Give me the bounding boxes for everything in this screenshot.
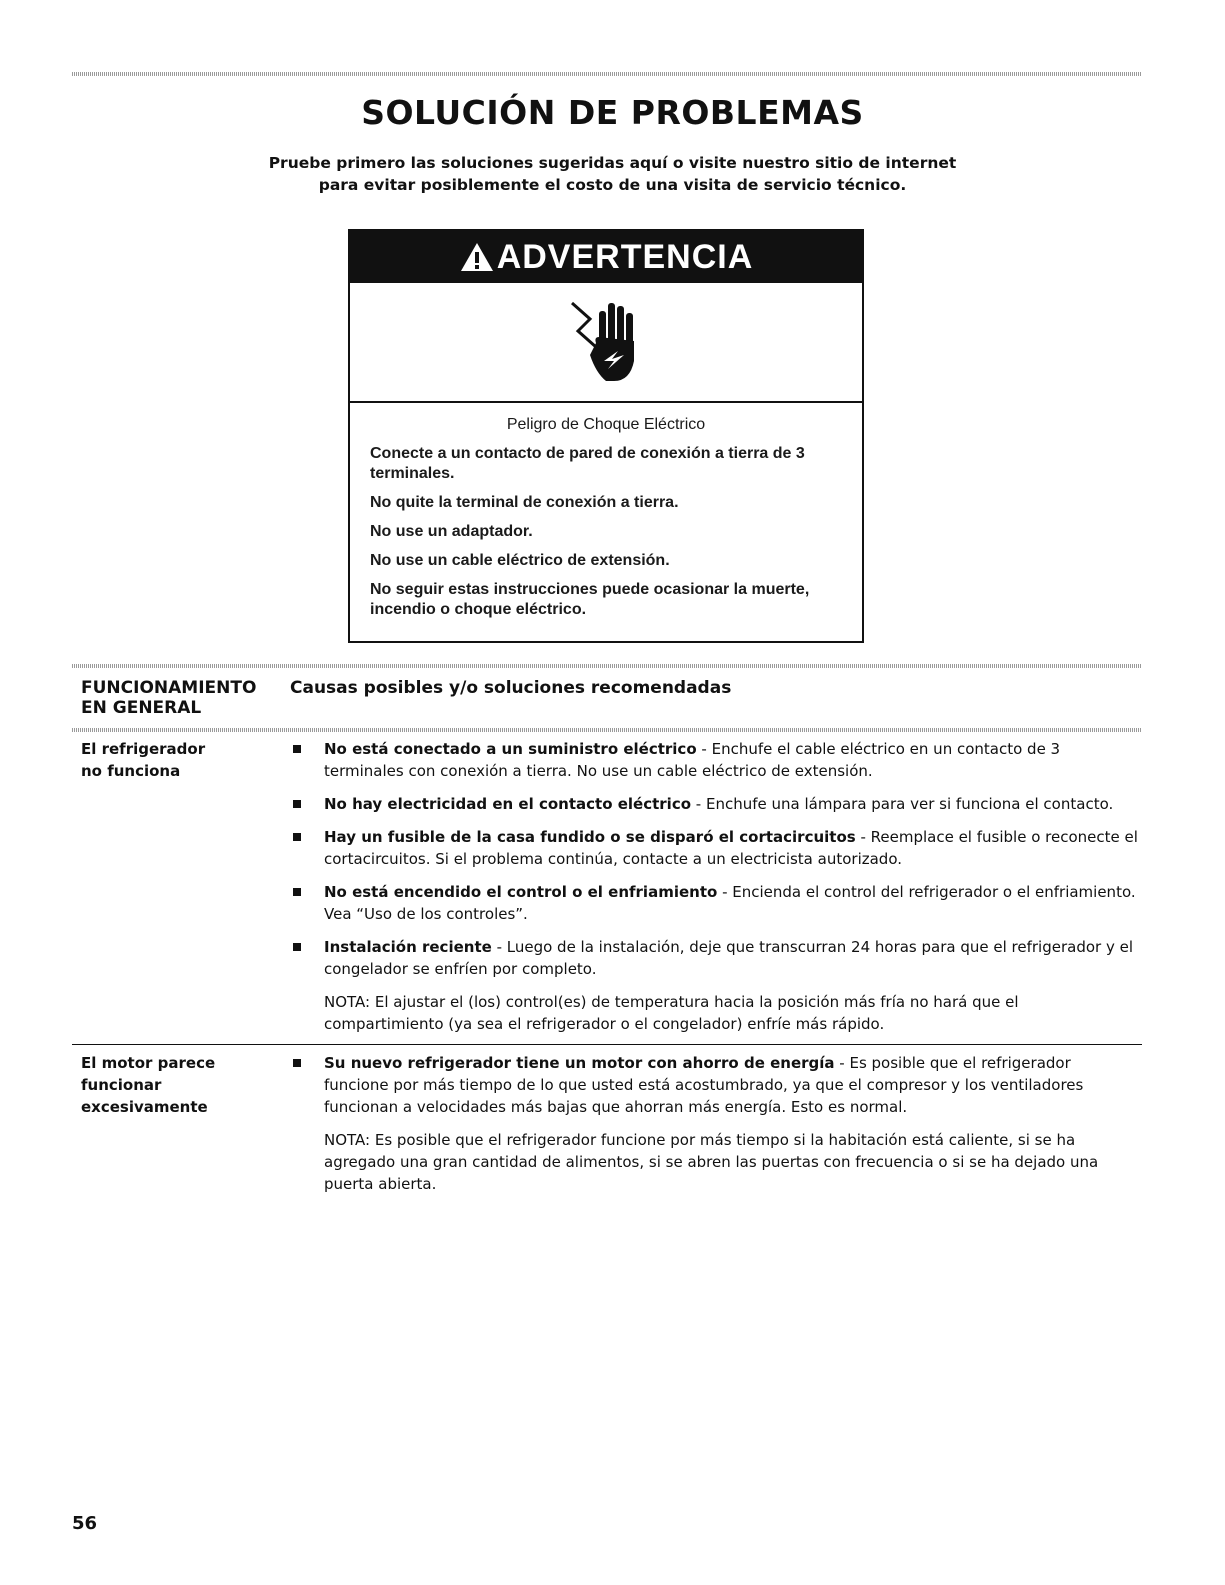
table-header-rule: [72, 728, 1142, 732]
list-item: [290, 793, 1140, 815]
warning-header-label: ADVERTENCIA: [496, 237, 754, 276]
solution-text: - Enchufe una lámpara para ver si funciona el contacto.: [691, 795, 1114, 813]
intro-text: [200, 152, 1025, 196]
intro-line-2: para evitar posiblemente el costo de una visita de servicio técnico.: [318, 176, 907, 194]
cause-title: No está encendido el control o el enfriamiento: [324, 883, 718, 901]
solutions-list: [290, 738, 1140, 1035]
list-item: [290, 881, 1140, 925]
condition-label: El refrigerador no funciona: [81, 740, 206, 780]
solution-text: - Es posible que el refrigerador funcione por más tiempo de lo que usted está acostumbrado, ya que el compresor y los ventiladores funcionan a velocidades más bajas que ahorran más energía. Esto es normal.: [324, 1054, 1084, 1116]
solution-text: - Reemplace el fusible o reconecte el cortacircuitos. Si el problema continúa, contacte a un electricista autorizado.: [324, 828, 1138, 868]
list-item: [290, 936, 1140, 980]
section-divider: [72, 1044, 1142, 1045]
warning-line: No seguir estas instrucciones puede ocasionar la muerte, incendio o choque eléctrico.: [370, 581, 810, 618]
table-top-rule: [72, 664, 1142, 668]
top-rule: [72, 72, 1142, 76]
cause-title: No hay electricidad en el contacto eléctrico: [324, 795, 692, 813]
warning-line: No quite la terminal de conexión a tierra.: [370, 494, 679, 511]
warning-icon-area: [350, 283, 862, 403]
list-item: [290, 826, 1140, 870]
warning-body: [350, 403, 862, 620]
cause-title: Su nuevo refrigerador tiene un motor con ahorro de energía: [324, 1054, 835, 1072]
cause-title: No está conectado a un suministro eléctrico: [324, 740, 697, 758]
warning-line: No use un adaptador.: [370, 523, 533, 540]
list-item: [290, 1052, 1140, 1118]
table-header-condition: FUNCIONAMIENTO EN GENERAL: [81, 678, 257, 718]
table-header-solutions: Causas posibles y/o soluciones recomendadas: [290, 678, 732, 698]
bullet-icon: [293, 943, 301, 951]
solution-text: - Encienda el control del refrigerador o el enfriamiento. Vea “Uso de los controles”.: [324, 883, 1136, 923]
warning-line: Conecte a un contacto de pared de conexión a tierra de 3 terminales.: [370, 445, 805, 482]
bullet-icon: [293, 1059, 301, 1067]
warning-line: No use un cable eléctrico de extensión.: [370, 552, 670, 569]
solutions-list: [290, 1052, 1140, 1195]
condition-label: El motor parece funcionar excesivamente: [81, 1054, 216, 1116]
warning-triangle-icon: [459, 241, 495, 273]
bullet-icon: [293, 888, 301, 896]
solution-text: - Enchufe el cable eléctrico en un contacto de 3 terminales con conexión a tierra. No use un cable eléctrico de extensión.: [324, 740, 1061, 780]
cause-title: Hay un fusible de la casa fundido o se disparó el cortacircuitos: [324, 828, 856, 846]
page-number: 56: [72, 1513, 98, 1534]
list-item: [290, 738, 1140, 782]
electric-shock-hand-icon: [568, 297, 644, 387]
bullet-icon: [293, 833, 301, 841]
warning-box: [348, 229, 864, 643]
bullet-icon: [293, 745, 301, 753]
warning-subtitle: Peligro de Choque Eléctrico: [506, 416, 706, 433]
note-text: NOTA: El ajustar el (los) control(es) de temperatura hacia la posición más fría no hará que el compartimiento (ya sea el refrigerador o el congelador) enfríe más rápido.: [324, 993, 1019, 1033]
warning-header: [350, 231, 862, 283]
page-title: SOLUCIÓN DE PROBLEMAS: [361, 93, 864, 132]
note-text: NOTA: Es posible que el refrigerador funcione por más tiempo si la habitación está caliente, si se ha agregado una gran cantidad de alimentos, si se abren las puertas con frecuencia o si se ha dejado una puerta abierta.: [324, 1131, 1099, 1193]
intro-line-1: Pruebe primero las soluciones sugeridas aquí o visite nuestro sitio de internet: [268, 154, 957, 172]
solution-text: - Luego de la instalación, deje que transcurran 24 horas para que el refrigerador y el congelador se enfríen por completo.: [324, 938, 1134, 978]
bullet-icon: [293, 800, 301, 808]
cause-title: Instalación reciente: [324, 938, 492, 956]
